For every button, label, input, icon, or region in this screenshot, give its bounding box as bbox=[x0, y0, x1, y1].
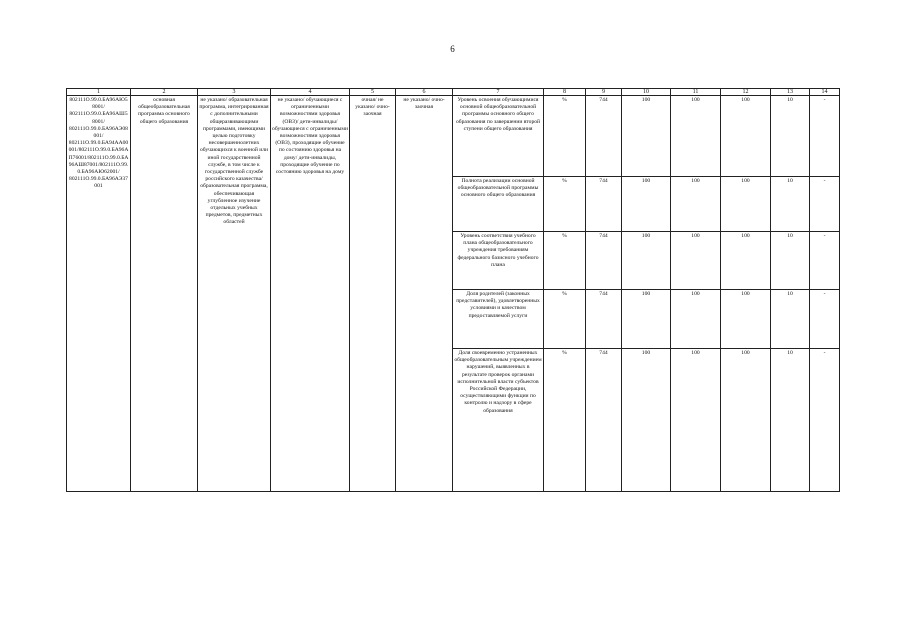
value-year-1: 100 bbox=[622, 177, 671, 232]
allowed-deviation: 10 bbox=[771, 349, 810, 492]
okei-code: 744 bbox=[586, 290, 622, 349]
col-number: 6 bbox=[396, 89, 453, 96]
deviation-note: - bbox=[810, 96, 840, 177]
deviation-note: - bbox=[810, 349, 840, 492]
study-form-alt: не указано/ очно-заочная bbox=[396, 96, 453, 492]
indicator-name: Уровень соответствия учебного плана общеобразовательного учреждения требованиям федерального базисного учебного плана bbox=[453, 232, 544, 290]
indicator-name: Уровень освоения обучающимися основной общеобразовательной программы основного общего образования по завершении второй ступени общего образования bbox=[453, 96, 544, 177]
indicator-unit: % bbox=[544, 96, 586, 177]
okei-code: 744 bbox=[586, 349, 622, 492]
indicator-unit: % bbox=[544, 349, 586, 492]
col-number: 1 bbox=[67, 89, 131, 96]
allowed-deviation: 10 bbox=[771, 232, 810, 290]
value-year-1: 100 bbox=[622, 290, 671, 349]
col-number: 8 bbox=[544, 89, 586, 96]
col-number: 10 bbox=[622, 89, 671, 96]
value-year-3: 100 bbox=[721, 290, 771, 349]
value-year-1: 100 bbox=[622, 232, 671, 290]
value-year-3: 100 bbox=[721, 177, 771, 232]
table-row bbox=[67, 96, 840, 177]
allowed-deviation: 10 bbox=[771, 96, 810, 177]
col-number: 5 bbox=[350, 89, 396, 96]
indicator-name: Доля родителей (законных представителей), удовлетворенных условиями и качеством предоставляемой услуги bbox=[453, 290, 544, 349]
allowed-deviation: 10 bbox=[771, 177, 810, 232]
value-year-1: 100 bbox=[622, 96, 671, 177]
registry-codes: 802111О.99.0.БА96АЮ58001/ 802111О.99.0.БА96АШ58001/ 802111О.99.0.БА96АЭ08001/ 802111О.99.0.БА94АА00001/802111О.99.0.БА96АП76001/802111О.99.0.БА96АШ87001/802111О.99.0.БА96АЮ62001/ 802111О.99.0.БА96АЭ37001 bbox=[67, 96, 131, 492]
indicator-unit: % bbox=[544, 290, 586, 349]
value-year-2: 100 bbox=[671, 290, 721, 349]
value-year-3: 100 bbox=[721, 349, 771, 492]
col-number: 12 bbox=[721, 89, 771, 96]
study-form: очная/ не указано/ очно-заочная bbox=[350, 96, 396, 492]
col-number: 11 bbox=[671, 89, 721, 96]
deviation-note: - bbox=[810, 177, 840, 232]
okei-code: 744 bbox=[586, 96, 622, 177]
col-number: 4 bbox=[271, 89, 350, 96]
col-number: 3 bbox=[198, 89, 271, 96]
okei-code: 744 bbox=[586, 232, 622, 290]
col-number: 13 bbox=[771, 89, 810, 96]
column-number-row bbox=[67, 89, 840, 96]
indicator-unit: % bbox=[544, 232, 586, 290]
value-year-3: 100 bbox=[721, 96, 771, 177]
value-year-2: 100 bbox=[671, 96, 721, 177]
program-type: не указано/ образовательная программа, интегрированная с дополнительными общеразвивающими программами, имеющими целью подготовку несовершеннолетних обучающихся к военной или иной государственной службе, в том числе к государственной службе российского казачества/образовательная программа, обеспечивающая углубленное изучение отдельных учебных предметов, предметных областей bbox=[198, 96, 271, 492]
allowed-deviation: 10 bbox=[771, 290, 810, 349]
deviation-note: - bbox=[810, 290, 840, 349]
indicator-name: Доля своевременно устраненных общеобразовательным учреждением нарушений, выявленных в результате проверок органами исполнительной власти субъектов Российской Федерации, осуществляющими функции по контролю и надзору в сфере образования bbox=[453, 349, 544, 492]
col-number: 9 bbox=[586, 89, 622, 96]
value-year-2: 100 bbox=[671, 349, 721, 492]
deviation-note: - bbox=[810, 232, 840, 290]
program-name: основная общеобразовательная программа основного общего образования bbox=[131, 96, 198, 492]
col-number: 14 bbox=[810, 89, 840, 96]
value-year-2: 100 bbox=[671, 177, 721, 232]
col-number: 7 bbox=[453, 89, 544, 96]
value-year-3: 100 bbox=[721, 232, 771, 290]
value-year-1: 100 bbox=[622, 349, 671, 492]
value-year-2: 100 bbox=[671, 232, 721, 290]
student-category: не указано/ обучающиеся с ограниченными возможностями здоровья (ОВЗ)/ дети-инвалиды/обучающиеся с ограниченными возможностями здоровья (ОВЗ), проходящие обучение по состоянию здоровья на дому/ дети-инвалиды, проходящие обучение по состоянию здоровья на дому bbox=[271, 96, 350, 492]
col-number: 2 bbox=[131, 89, 198, 96]
indicator-unit: % bbox=[544, 177, 586, 232]
indicator-name: Полнота реализации основной общеобразовательной программы основного общего образования bbox=[453, 177, 544, 232]
page-number: 6 bbox=[450, 44, 455, 54]
okei-code: 744 bbox=[586, 177, 622, 232]
service-quality-table bbox=[66, 88, 840, 492]
